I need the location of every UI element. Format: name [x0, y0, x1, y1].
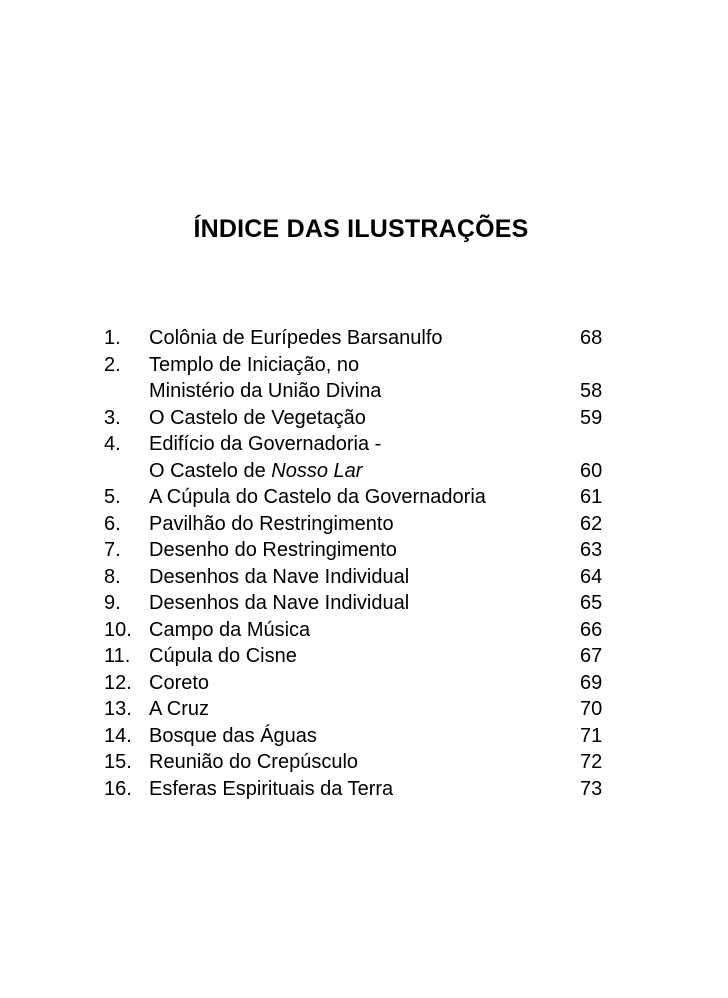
entry-page-number: 63	[580, 539, 603, 561]
entry-page-number: 73	[580, 777, 603, 800]
entry-title	[149, 670, 209, 697]
entry-title-text: O Castelo de	[149, 459, 272, 482]
entry-page-number: 62	[580, 512, 603, 535]
entry-number: 16.	[104, 777, 132, 800]
entry-number: 15.	[104, 751, 132, 773]
entry-title	[149, 643, 297, 670]
entry-number: 2.	[104, 353, 121, 376]
entry-title	[149, 511, 394, 538]
index-entry-line	[104, 670, 624, 697]
entry-title	[149, 564, 409, 591]
entry-number: 4.	[104, 433, 121, 455]
entry-title-text: Cúpula do Cisne	[149, 645, 297, 667]
entry-title	[149, 378, 381, 405]
page-title-text: ÍNDICE DAS ILUSTRAÇÕES	[193, 215, 529, 243]
entry-page-number: 58	[580, 380, 603, 402]
entry-title	[149, 458, 362, 485]
entry-number: 14.	[104, 724, 132, 747]
entry-title-text: Reunião do Crepúsculo	[149, 751, 359, 773]
entry-title	[149, 352, 359, 379]
entry-title-text: Campo da Música	[149, 618, 311, 641]
entry-title-text: Desenhos da Nave Individual	[149, 592, 410, 614]
index-entry-line	[104, 431, 624, 458]
entry-number: 1.	[104, 327, 121, 349]
index-entry-line	[104, 458, 624, 485]
entry-page-number: 60	[580, 459, 603, 482]
entry-title	[149, 723, 317, 750]
entry-page-number: 66	[580, 618, 603, 641]
entry-number: 8.	[104, 565, 121, 588]
entry-title	[149, 590, 409, 617]
entry-title-text: Templo de Iniciação, no	[149, 353, 360, 376]
entry-number: 3.	[104, 406, 121, 429]
entry-title-text: Coreto	[149, 671, 210, 694]
entry-title	[149, 776, 393, 803]
entry-title-text: Desenho do Restringimento	[149, 539, 397, 561]
index-entry-line	[104, 723, 624, 750]
page-title	[0, 213, 728, 245]
entry-page-number: 68	[580, 327, 603, 349]
entry-number: 6.	[104, 512, 121, 535]
entry-title	[149, 537, 397, 564]
entry-number: 5.	[104, 486, 121, 508]
entry-title	[149, 749, 358, 776]
entry-title-text: Bosque das Águas	[149, 724, 317, 747]
entry-title	[149, 431, 381, 458]
entry-page-number: 69	[580, 671, 603, 694]
entry-number: 10.	[104, 618, 132, 641]
index-entry-line	[104, 378, 624, 405]
entry-page-number: 64	[580, 565, 603, 588]
entry-page-number: 72	[580, 751, 603, 773]
entry-page-number: 61	[580, 486, 603, 508]
entry-number: 7.	[104, 539, 121, 561]
entry-title-text: Edifício da Governadoria -	[149, 433, 382, 455]
entry-page-number: 67	[580, 645, 603, 667]
entry-title-text: Desenhos da Nave Individual	[149, 565, 410, 588]
illustrations-index-list	[104, 325, 624, 802]
entry-number: 13.	[104, 698, 132, 720]
index-entry-line	[104, 564, 624, 591]
entry-title-text: Colônia de Eurípedes Barsanulfo	[149, 327, 443, 349]
entry-number: 11.	[104, 645, 131, 667]
entry-title-text: A Cúpula do Castelo da Governadoria	[149, 486, 486, 508]
entry-title-text: O Castelo de Vegetação	[149, 406, 366, 429]
entry-page-number: 70	[580, 698, 603, 720]
entry-title	[149, 696, 209, 723]
entry-title-text: Pavilhão do Restringimento	[149, 512, 394, 535]
index-entry-line	[104, 696, 624, 723]
index-entry-line	[104, 405, 624, 432]
entry-page-number: 59	[580, 406, 603, 429]
index-entry-line	[104, 325, 624, 352]
entry-page-number: 65	[580, 592, 603, 614]
entry-title	[149, 484, 486, 511]
entry-title-text: Esferas Espirituais da Terra	[149, 777, 394, 800]
entry-number: 9.	[104, 592, 121, 614]
entry-title-text: A Cruz	[149, 698, 210, 720]
entry-page-number: 71	[580, 724, 603, 747]
index-entry-line	[104, 643, 624, 670]
entry-title	[149, 405, 366, 432]
index-entry-line	[104, 776, 624, 803]
entry-title	[149, 325, 443, 352]
entry-title-text: Ministério da União Divina	[149, 380, 382, 402]
index-entry-line	[104, 484, 624, 511]
index-entry-line	[104, 352, 624, 379]
index-entry-line	[104, 749, 624, 776]
entry-title-italic: Nosso Lar	[271, 459, 363, 482]
entry-number: 12.	[104, 671, 132, 694]
index-entry-line	[104, 590, 624, 617]
entry-title	[149, 617, 310, 644]
index-entry-line	[104, 511, 624, 538]
index-entry-line	[104, 617, 624, 644]
index-entry-line	[104, 537, 624, 564]
